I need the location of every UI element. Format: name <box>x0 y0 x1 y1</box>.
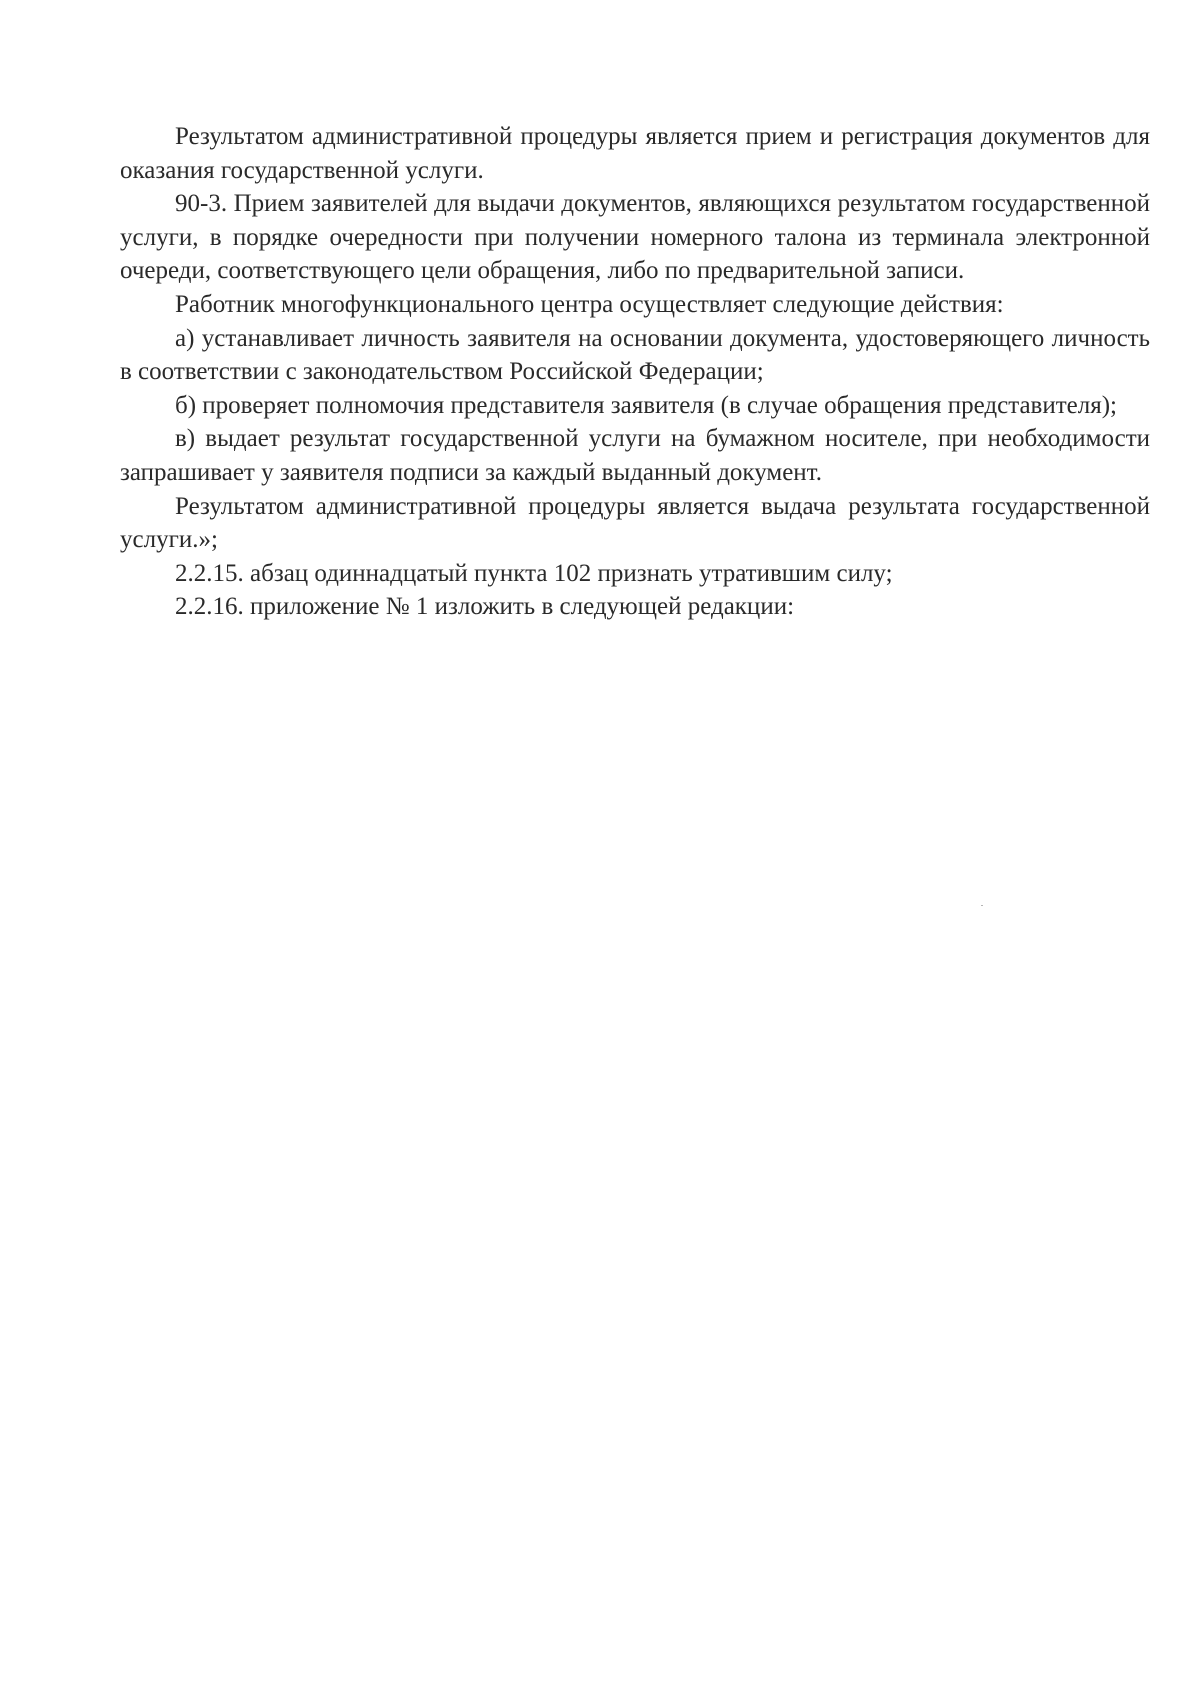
paragraph-procedure-result-issue: Результатом административной процедуры является выдача результата государственной услуги.»; <box>120 492 1150 554</box>
paragraph-procedure-result-registration: Результатом административной процедуры является прием и регистрация документов для оказания государственной услуги. <box>120 123 1150 184</box>
paragraph-worker-actions: Работник многофункционального центра осуществляет следующие действия: <box>175 290 1004 318</box>
document-body <box>120 120 1150 624</box>
paragraph-item-b: б) проверяет полномочия представителя заявителя (в случае обращения представителя); <box>175 391 1117 419</box>
paragraph-2-2-16: 2.2.16. приложение № 1 изложить в следующей редакции: <box>175 593 795 621</box>
paragraph-item-v: в) выдает результат государственной услуги на бумажном носителе, при необходимости запрашивает у заявителя подписи за каждый выданный документ. <box>120 425 1150 486</box>
paragraph-item-a: а) устанавливает личность заявителя на основании документа, удостоверяющего личность в соответствии с законодательством Российской Федерации; <box>120 324 1150 386</box>
paragraph-90-3-reception: 90-3. Прием заявителей для выдачи документов, являющихся результатом государственной услуги, в порядке очередности при получении номерного талона из терминала электронной очереди, соответствующего цели обращения, либо по предварительной записи. <box>120 190 1150 285</box>
paragraph-2-2-15: 2.2.15. абзац одиннадцатый пункта 102 признать утратившим силу; <box>175 559 893 587</box>
scan-speck <box>981 905 983 906</box>
